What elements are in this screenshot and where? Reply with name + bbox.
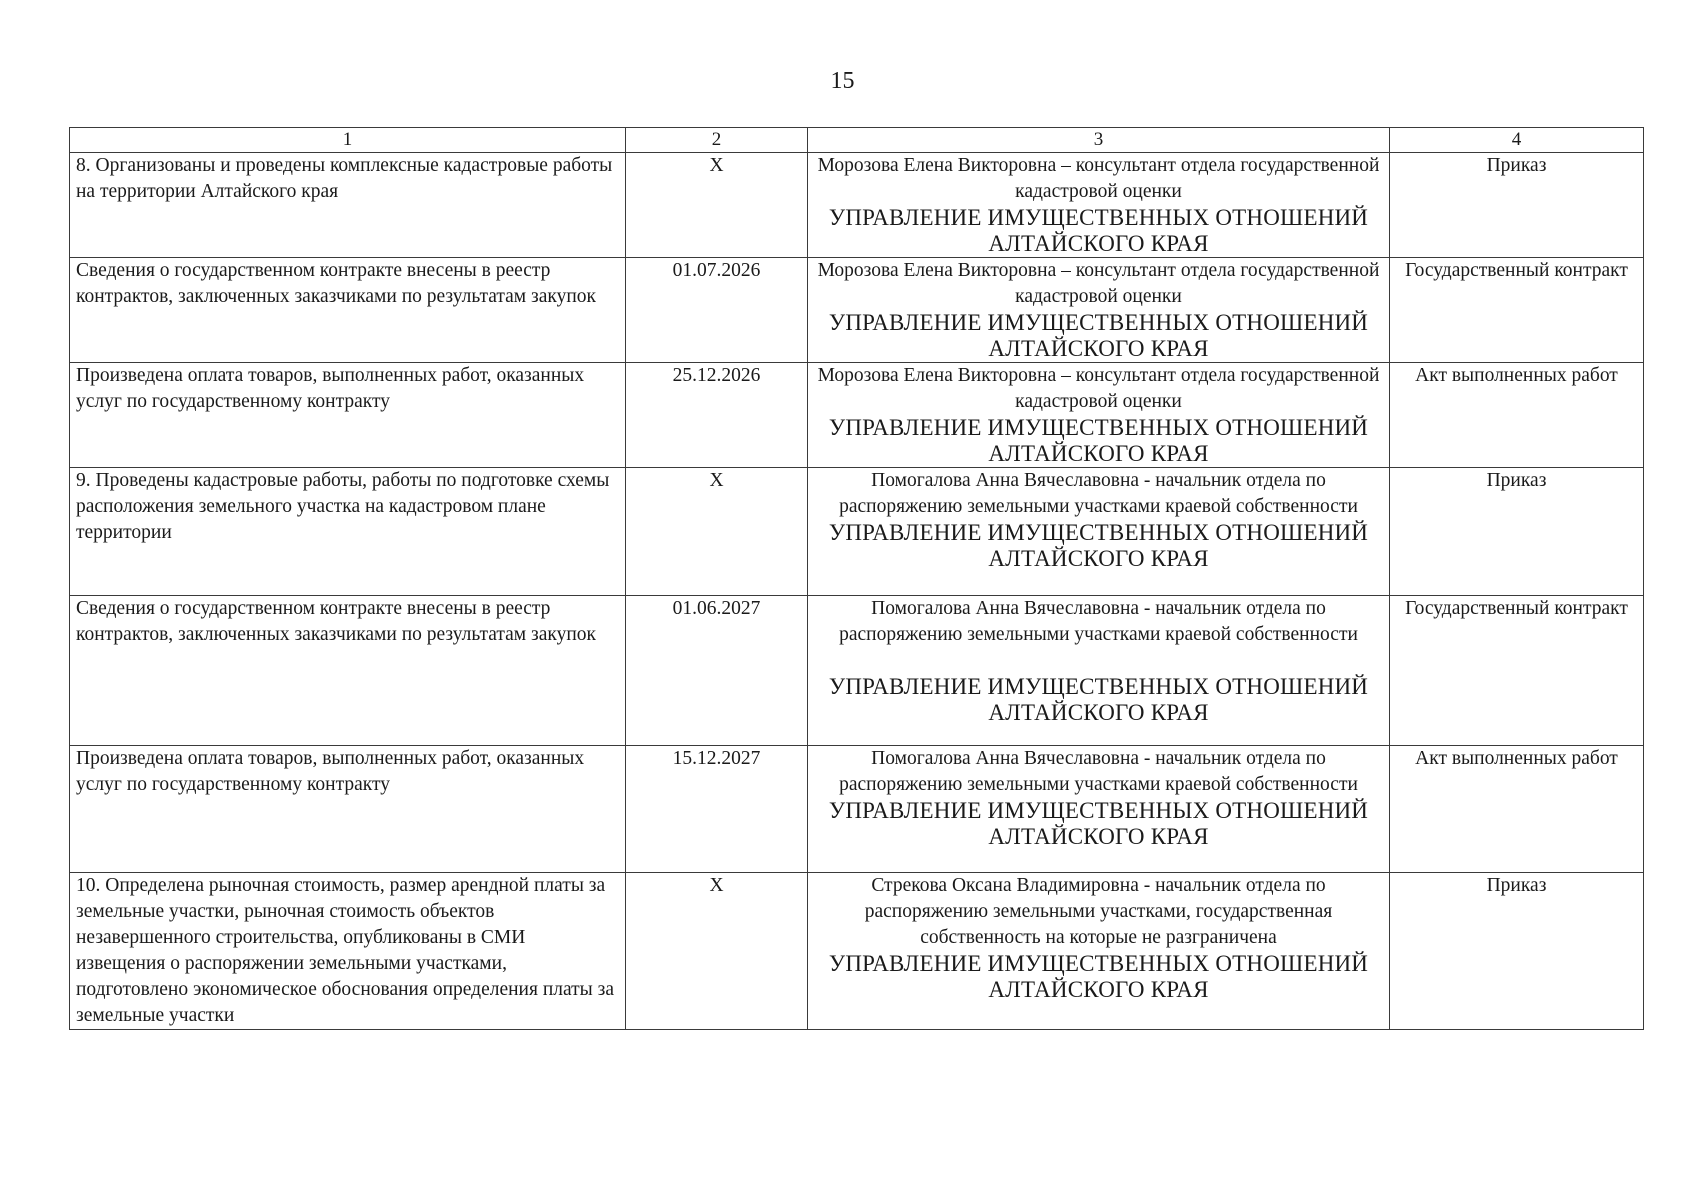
column-number-1: 1	[70, 128, 626, 153]
page-number: 15	[830, 68, 855, 94]
event-cell: Произведена оплата товаров, выполненных работ, оказанных услуг по государственному контракту	[70, 363, 626, 468]
document-cell: Акт выполненных работ	[1390, 363, 1644, 468]
responsible-person: Стрекова Оксана Владимировна - начальник отдела по распоряжению земельными участками, государственная собственность на которые не разграничена	[864, 875, 1333, 948]
date-cell: X	[626, 873, 808, 1030]
responsible-organization: УПРАВЛЕНИЕ ИМУЩЕСТВЕННЫХ ОТНОШЕНИЙ АЛТАЙСКОГО КРАЯ	[828, 205, 1369, 256]
table-row	[70, 258, 1644, 363]
responsible-person: Морозова Елена Викторовна – консультант отдела государственной кадастровой оценки	[817, 260, 1380, 307]
document-cell: Приказ	[1390, 153, 1644, 258]
document-cell: Приказ	[1390, 468, 1644, 596]
event-cell: Сведения о государственном контракте внесены в реестр контрактов, заключенных заказчиками по результатам закупок	[70, 596, 626, 746]
table-row	[70, 468, 1644, 596]
responsible-cell	[808, 153, 1390, 258]
document-cell: Государственный контракт	[1390, 596, 1644, 746]
table-row	[70, 596, 1644, 746]
responsible-cell	[808, 596, 1390, 746]
document-cell: Приказ	[1390, 873, 1644, 1030]
responsible-person: Помогалова Анна Вячеславовна - начальник отдела по распоряжению земельными участками краевой собственности	[839, 748, 1358, 795]
implementation-plan-table	[69, 127, 1644, 1030]
responsible-person: Морозова Елена Викторовна – консультант отдела государственной кадастровой оценки	[817, 365, 1380, 412]
responsible-organization: УПРАВЛЕНИЕ ИМУЩЕСТВЕННЫХ ОТНОШЕНИЙ АЛТАЙСКОГО КРАЯ	[828, 674, 1369, 725]
event-cell: Произведена оплата товаров, выполненных работ, оказанных услуг по государственному контракту	[70, 746, 626, 873]
responsible-organization: УПРАВЛЕНИЕ ИМУЩЕСТВЕННЫХ ОТНОШЕНИЙ АЛТАЙСКОГО КРАЯ	[828, 798, 1369, 849]
table-row	[70, 363, 1644, 468]
date-cell: X	[626, 153, 808, 258]
event-cell: Сведения о государственном контракте внесены в реестр контрактов, заключенных заказчиками по результатам закупок	[70, 258, 626, 363]
responsible-organization: УПРАВЛЕНИЕ ИМУЩЕСТВЕННЫХ ОТНОШЕНИЙ АЛТАЙСКОГО КРАЯ	[828, 951, 1369, 1002]
column-number-2: 2	[626, 128, 808, 153]
date-cell: 25.12.2026	[626, 363, 808, 468]
responsible-person: Помогалова Анна Вячеславовна - начальник отдела по распоряжению земельными участками краевой собственности	[839, 470, 1358, 517]
responsible-cell	[808, 873, 1390, 1030]
table-row	[70, 746, 1644, 873]
responsible-organization: УПРАВЛЕНИЕ ИМУЩЕСТВЕННЫХ ОТНОШЕНИЙ АЛТАЙСКОГО КРАЯ	[828, 415, 1369, 466]
table-row	[70, 153, 1644, 258]
date-cell: 15.12.2027	[626, 746, 808, 873]
responsible-organization: УПРАВЛЕНИЕ ИМУЩЕСТВЕННЫХ ОТНОШЕНИЙ АЛТАЙСКОГО КРАЯ	[828, 310, 1369, 361]
responsible-organization: УПРАВЛЕНИЕ ИМУЩЕСТВЕННЫХ ОТНОШЕНИЙ АЛТАЙСКОГО КРАЯ	[828, 520, 1369, 571]
event-cell: 9. Проведены кадастровые работы, работы по подготовке схемы расположения земельного участка на кадастровом плане территории	[70, 468, 626, 596]
responsible-person: Морозова Елена Викторовна – консультант отдела государственной кадастровой оценки	[817, 155, 1380, 202]
column-number-3: 3	[808, 128, 1390, 153]
date-cell: X	[626, 468, 808, 596]
document-cell: Акт выполненных работ	[1390, 746, 1644, 873]
responsible-cell	[808, 258, 1390, 363]
line-gap	[814, 648, 1383, 674]
date-cell: 01.07.2026	[626, 258, 808, 363]
date-cell: 01.06.2027	[626, 596, 808, 746]
event-cell: 8. Организованы и проведены комплексные кадастровые работы на территории Алтайского края	[70, 153, 626, 258]
responsible-cell	[808, 468, 1390, 596]
responsible-cell	[808, 363, 1390, 468]
column-number-row	[70, 128, 1644, 153]
responsible-person: Помогалова Анна Вячеславовна - начальник отдела по распоряжению земельными участками краевой собственности	[839, 598, 1358, 645]
document-cell: Государственный контракт	[1390, 258, 1644, 363]
responsible-cell	[808, 746, 1390, 873]
column-number-4: 4	[1390, 128, 1644, 153]
table-row	[70, 873, 1644, 1030]
event-cell: 10. Определена рыночная стоимость, размер арендной платы за земельные участки, рыночная стоимость объектов незавершенного строительства, опубликованы в СМИ извещения о распоряжении земельными участками, подготовлено экономическое обоснования определения платы за земельные участки	[70, 873, 626, 1030]
